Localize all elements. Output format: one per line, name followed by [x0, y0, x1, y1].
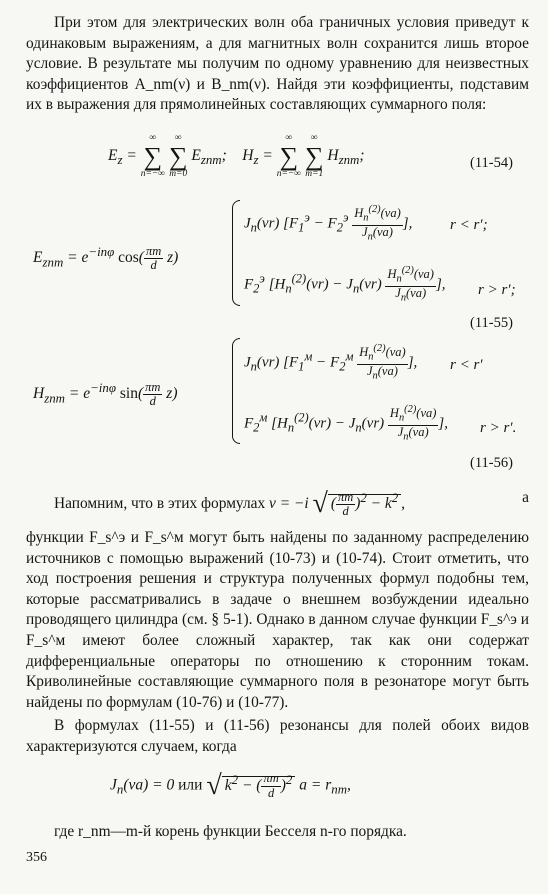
paragraph-functions: функции F_s^э и F_s^м могут быть найдены по заданному распределению источников с помощью выражений (10-73) и (10-74). Стоит отметить, что ход построения решения и структура полученных формул подобны тем, которые рассматривались в задаче о внешнем возбуждении идеально проводящего цилиндра (см. § 5-1). Однако в данном случае функции F_s^э и F_s^м имеют более сложный характер, так как они содержат дифференциальные операторы по отношению к сторонним токам. Криволинейные составляющие суммарного поля в резонаторе могут быть найдены по формулам (10-76) и (10-77).: [26, 529, 529, 711]
equation-number-11-56: (11-56): [470, 455, 513, 471]
condition-r-greater-2: r > r′.: [480, 420, 517, 436]
equation-11-55-lhs: $E_{znm} = e^{-in\varphi}$ cos( $\frac{\pi m}{d}$ z): [33, 243, 179, 273]
nu-formula: ν = −i √ ( $\frac{\pi m}{d}$ )$^2 - k^2$ ,: [269, 488, 406, 520]
equation-11-55-case2: $F_2^э$ [$H_n^{(2)}(\nu r) - J_n(\nu r)$ $\frac{H_n^{(2)}(\nu a)}{J_n(\nu a)}$ ],: [244, 265, 446, 304]
brace-11-56: [232, 338, 240, 444]
equation-resonance: $J_n(\nu a) = 0$ или √ $k^2$ − ( $\frac{\pi m}{d}$ )$^2$ $a = r_{nm}$,: [110, 770, 351, 801]
equation-11-55-case1: $J_n(\nu r) [F_1^э - F_2^э$ $\frac{H_n^{(2)}(\nu a)}{J_n(\nu a)}$ ],: [244, 204, 413, 243]
equation-11-56-case1: $J_n(\nu r) [F_1^м - F_2^м$ $\frac{H_n^{(2)}(\nu a)}{J_n(\nu a)}$ ],: [244, 343, 418, 382]
equation-11-56-case2: $F_2^м$ [$H_n^{(2)}(\nu r) - J_n(\nu r)$ $\frac{H_n^{(2)}(\nu a)}{J_n(\nu a)}$ ],: [244, 404, 449, 443]
word-ili: или: [178, 776, 203, 794]
paragraph-reminder-lead: Напомним, что в этих формулах ν = −i √ ( $\frac{\pi m}{d}$ )$^2 - k^2$ , а: [54, 488, 529, 520]
equation-number-11-55: (11-55): [470, 315, 513, 331]
paragraph-resonances: В формулах (11-55) и (11-56) резонансы для полей обоих видов характеризуются случаем, когда: [26, 717, 529, 755]
brace-11-55: [232, 200, 240, 306]
reminder-text: Напомним, что в этих формулах: [54, 495, 266, 513]
equation-11-56-lhs: $H_{znm} = e^{-in\varphi}$ sin( $\frac{\pi m}{d}$ z): [33, 379, 178, 409]
paragraph-intro: При этом для электрических волн оба граничных условия приведут к одинаковым выражениям, а для магнитных волн сохранится лишь второе условие. В результате мы получим по одному уравнению для неизвестных коэффициентов A_nm(ν) и B_nm(ν). Найдя эти коэффициенты, подставим их в выражения для прямолинейных составляющих суммарного поля:: [26, 14, 529, 114]
condition-r-greater: r > r′;: [478, 282, 516, 298]
equation-number-11-54: (11-54): [470, 155, 513, 171]
condition-r-less: r < r′;: [450, 217, 488, 233]
equation-11-54: $E_z$ = ∞ ∑ n=−∞ ∞ ∑ m=0 $E_{znm}$; $H_z$ = ∞ ∑ n=−∞ ∞ ∑ m=1 $H_{znm}$;: [108, 133, 365, 179]
condition-r-less-2: r < r′: [450, 357, 483, 373]
paragraph-root: где r_nm—m-й корень функции Бесселя n-го порядка.: [54, 823, 407, 840]
page-number: 356: [26, 850, 47, 865]
